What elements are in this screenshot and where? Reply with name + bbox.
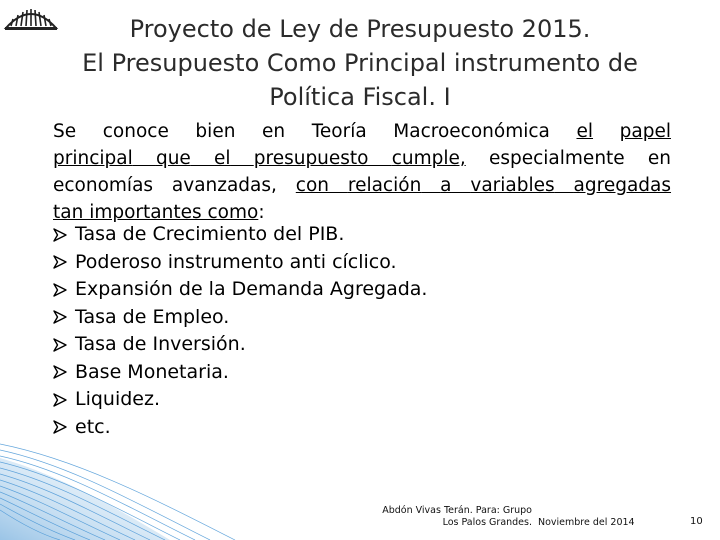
space: [593, 121, 620, 142]
list-item: [53, 221, 427, 249]
footer-author: [374, 505, 532, 529]
arrow-bullet-icon: [53, 338, 67, 352]
underlined-text: variables: [470, 175, 555, 196]
intro-line-1: [53, 118, 671, 145]
arrow-bullet-icon: [53, 420, 67, 434]
title-line-2: El Presupuesto Como Principal instrumento de: [82, 49, 638, 77]
intro-paragraph: [53, 118, 671, 226]
list-item: [53, 331, 427, 359]
space: [191, 148, 214, 169]
underlined-text: a: [440, 175, 452, 196]
intro-text: economías avanzadas,: [53, 175, 296, 196]
list-item-text: Expansión de la Demanda Agregada.: [75, 278, 428, 300]
intro-line-2: [53, 145, 671, 172]
list-item: [53, 386, 427, 414]
space: [555, 175, 574, 196]
arrow-bullet-icon: [53, 283, 67, 297]
list-item: [53, 249, 427, 277]
arrow-bullet-icon: [53, 365, 67, 379]
footer-date: Noviembre del 2014: [538, 517, 635, 528]
underlined-text: que: [155, 148, 191, 169]
bullet-list: [53, 221, 427, 441]
underlined-text: el: [214, 148, 231, 169]
decorative-corner-lines: [0, 440, 240, 540]
underlined-text: papel: [619, 121, 671, 142]
list-item: [53, 359, 427, 387]
list-item-text: Poderoso instrumento anti cíclico.: [75, 250, 397, 273]
list-item-text: Tasa de Inversión.: [75, 333, 246, 355]
arrow-bullet-icon: [53, 310, 67, 324]
intro-line-3: [53, 172, 671, 199]
page-number: 10: [690, 516, 703, 527]
underlined-text: relación: [347, 175, 422, 196]
space: [452, 175, 471, 196]
list-item-text: Liquidez.: [75, 388, 161, 410]
arrow-bullet-icon: [53, 228, 67, 242]
footer-author-line-1: Abdón Vivas Terán. Para: Grupo: [382, 505, 532, 516]
list-item-text: etc.: [75, 415, 111, 438]
underlined-text: cumple,: [391, 148, 466, 169]
underlined-text: agregadas: [573, 175, 672, 196]
arrow-bullet-icon: [53, 393, 67, 407]
space: [369, 148, 392, 169]
underlined-text: tan importantes como: [53, 202, 259, 223]
underlined-text: presupuesto: [253, 148, 369, 169]
title-line-3: Política Fiscal. I: [269, 83, 451, 111]
intro-text: Se conoce bien en Teoría Macroeconómica: [53, 121, 577, 142]
underlined-text: el: [576, 121, 594, 142]
underlined-text: principal: [53, 148, 133, 169]
list-item-text: Base Monetaria.: [75, 360, 229, 383]
intro-text: especialmente en: [465, 148, 671, 169]
space: [231, 148, 254, 169]
intro-text: :: [258, 202, 265, 223]
list-item: [53, 414, 427, 442]
space: [421, 175, 440, 196]
space: [133, 148, 156, 169]
footer-author-line-2: Los Palos Grandes.: [442, 517, 532, 528]
list-item: [53, 276, 427, 304]
list-item-text: Tasa de Crecimiento del PIB.: [75, 223, 345, 245]
title-line-1: Proyecto de Ley de Presupuesto 2015.: [129, 15, 591, 43]
slide-title: [20, 12, 700, 114]
list-item: [53, 304, 427, 332]
list-item-text: Tasa de Empleo.: [75, 305, 230, 328]
arrow-bullet-icon: [53, 255, 67, 269]
space: [329, 175, 348, 196]
underlined-text: con: [295, 175, 329, 196]
